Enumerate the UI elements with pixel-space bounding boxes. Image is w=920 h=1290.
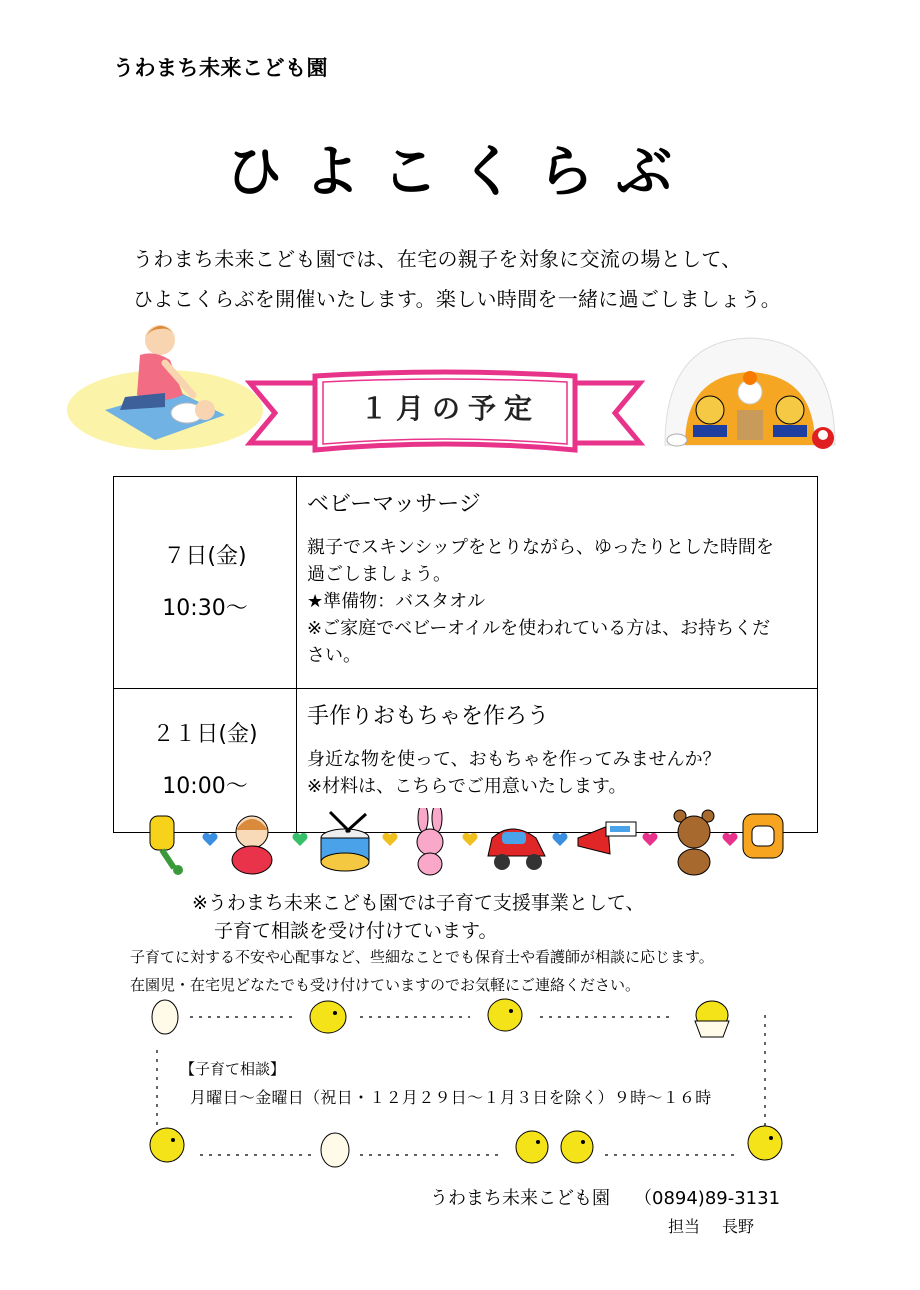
heart-icon <box>642 833 657 846</box>
event-desc-line: ※ご家庭でベビーオイルを使われている方は、お持ちくだ <box>307 618 771 639</box>
heart-icon <box>462 833 477 846</box>
heart-icon <box>552 833 567 846</box>
page-title: ひよこくらぶ <box>226 140 694 205</box>
contact-org-name: うわまち未来こども園 <box>430 1188 610 1209</box>
support-notice-line-1: ※うわまち未来こども園では子育て支援事業として、 <box>192 892 645 914</box>
event-desc-line: 過ごしましょう。 <box>307 564 451 585</box>
egg-icon <box>152 1000 178 1034</box>
teddy-bear-icon <box>674 810 714 875</box>
support-detail-line-1: 子育てに対する不安や心配事など、些細なことでも保育士や看護師が相談に応じます。 <box>130 948 714 966</box>
intro-line-2: ひよこくらぶを開催いたします。楽しい時間を一緒に過ごしましょう。 <box>133 287 781 311</box>
bunny-icon <box>417 808 443 875</box>
chick-icon <box>516 1131 548 1163</box>
heart-icon <box>382 833 397 846</box>
chick-icon <box>150 1128 184 1162</box>
event-day: ２１日(金) <box>152 721 258 747</box>
schedule-date-cell <box>114 477 297 689</box>
heart-icon <box>722 833 737 846</box>
event-title: ベビーマッサージ <box>307 492 481 517</box>
chick-icon <box>488 999 522 1031</box>
toy-trumpet-icon <box>578 822 636 854</box>
chick-frame-decoration <box>145 995 790 1170</box>
event-desc-line: ★準備物：バスタオル <box>307 591 486 612</box>
event-desc-line: さい。 <box>307 645 361 666</box>
mother-baby-illustration <box>65 315 270 455</box>
event-description <box>307 746 807 800</box>
org-name: うわまち未来こども園 <box>113 56 328 80</box>
schedule-row <box>114 477 818 689</box>
contact-line <box>430 1184 780 1210</box>
contact-phone: （0894)89-3131 <box>634 1188 781 1209</box>
heart-icon <box>202 833 217 846</box>
teether-icon <box>743 814 783 858</box>
new-year-decoration-illustration <box>655 330 845 460</box>
heart-icon <box>292 833 307 846</box>
staff-label: 担当 <box>668 1217 701 1236</box>
event-description <box>307 534 807 669</box>
event-day: ７日(金) <box>163 543 247 569</box>
support-detail-line-2: 在園児・在宅児どなたでも受け付けていますのでお気軽にご連絡ください。 <box>130 976 641 994</box>
banner-label: １月の予定 <box>359 392 540 425</box>
event-desc-line: 親子でスキンシップをとりながら、ゆったりとした時間を <box>307 537 774 558</box>
toy-car-icon <box>488 829 545 870</box>
staff-line <box>668 1214 754 1237</box>
event-desc-line: 身近な物を使って、おもちゃを作ってみませんか？ <box>307 749 721 770</box>
chick-icon <box>561 1131 593 1163</box>
event-title: 手作りおもちゃを作ろう <box>307 704 550 729</box>
schedule-info-cell <box>297 477 818 689</box>
toys-decoration-row <box>140 808 790 878</box>
event-time: 10:00〜 <box>162 773 248 799</box>
event-time: 10:30〜 <box>162 595 248 621</box>
drum-icon <box>321 812 369 871</box>
rattle-icon <box>150 816 183 875</box>
staff-name: 長野 <box>722 1217 755 1236</box>
event-desc-line: ※材料は、こちらでご用意いたします。 <box>307 776 627 797</box>
schedule-table <box>113 476 818 833</box>
chick-icon <box>310 1001 346 1033</box>
support-notice-line-2: 子育て相談を受け付けています。 <box>214 920 498 942</box>
egg-icon <box>321 1133 349 1167</box>
consult-heading: 【子育て相談】 <box>180 1060 286 1078</box>
intro-line-1: うわまち未来こども園では、在宅の親子を対象に交流の場として、 <box>133 247 742 271</box>
consult-hours: 月曜日〜金曜日（祝日・１２月２９日〜１月３日を除く）９時〜１６時 <box>190 1088 712 1107</box>
doll-icon <box>232 816 272 874</box>
chick-icon <box>695 1001 729 1037</box>
chick-icon <box>748 1126 782 1160</box>
